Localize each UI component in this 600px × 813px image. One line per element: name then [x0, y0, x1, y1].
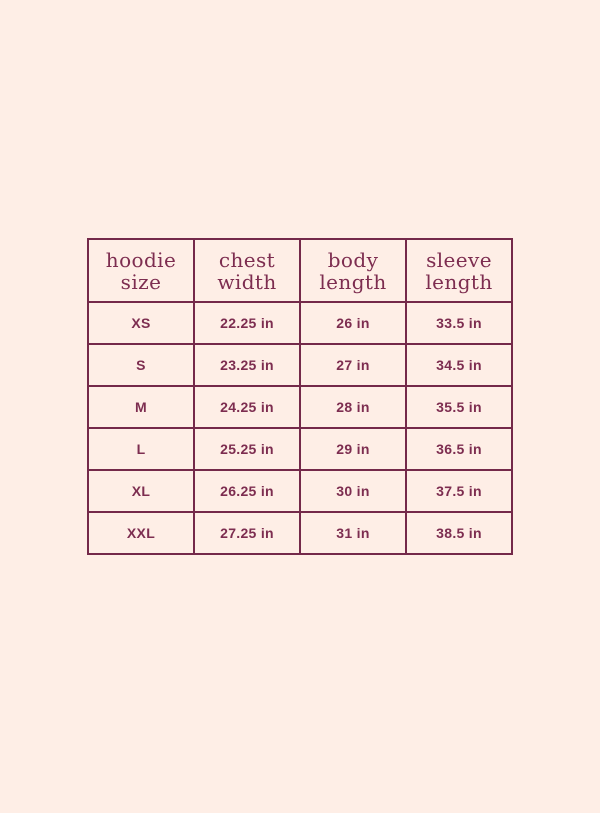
- header-label-line: sleeve: [426, 247, 492, 272]
- size-chart-header: [88, 239, 512, 302]
- cell-sleeve-length: 37.5 in: [406, 470, 512, 512]
- cell-size: S: [88, 344, 194, 386]
- cell-body-length: 27 in: [300, 344, 406, 386]
- header-label-line: body: [327, 247, 379, 272]
- table-row-xxl: [88, 512, 512, 554]
- header-cell-hoodie-size: [88, 239, 194, 302]
- cell-chest-width: 26.25 in: [194, 470, 300, 512]
- cell-body-length: 26 in: [300, 302, 406, 344]
- cell-sleeve-length: 36.5 in: [406, 428, 512, 470]
- cell-sleeve-length: 38.5 in: [406, 512, 512, 554]
- header-label-line: hoodie: [105, 247, 177, 272]
- header-label-line: chest: [218, 247, 276, 272]
- cell-sleeve-length: 34.5 in: [406, 344, 512, 386]
- cell-chest-width: 25.25 in: [194, 428, 300, 470]
- header-cell-chest-width: [194, 239, 300, 302]
- cell-body-length: 29 in: [300, 428, 406, 470]
- cell-body-length: 30 in: [300, 470, 406, 512]
- cell-size: M: [88, 386, 194, 428]
- cell-chest-width: 27.25 in: [194, 512, 300, 554]
- cell-size: XXL: [88, 512, 194, 554]
- header-label-line: length: [425, 269, 493, 294]
- header-label-line: size: [120, 269, 162, 294]
- header-label-line: width: [217, 269, 277, 294]
- cell-chest-width: 22.25 in: [194, 302, 300, 344]
- cell-size: XL: [88, 470, 194, 512]
- table-row-xs: [88, 302, 512, 344]
- cell-body-length: 28 in: [300, 386, 406, 428]
- size-chart-table: [87, 238, 513, 555]
- header-cell-body-length: [300, 239, 406, 302]
- cell-chest-width: 24.25 in: [194, 386, 300, 428]
- cell-sleeve-length: 33.5 in: [406, 302, 512, 344]
- header-label-line: length: [319, 269, 387, 294]
- cell-chest-width: 23.25 in: [194, 344, 300, 386]
- cell-body-length: 31 in: [300, 512, 406, 554]
- header-cell-sleeve-length: [406, 239, 512, 302]
- cell-sleeve-length: 35.5 in: [406, 386, 512, 428]
- cell-size: L: [88, 428, 194, 470]
- cell-size: XS: [88, 302, 194, 344]
- table-row-xl: [88, 470, 512, 512]
- table-row-s: [88, 344, 512, 386]
- table-row-m: [88, 386, 512, 428]
- table-row-l: [88, 428, 512, 470]
- size-chart-body: [88, 302, 512, 554]
- header-row: [88, 239, 512, 302]
